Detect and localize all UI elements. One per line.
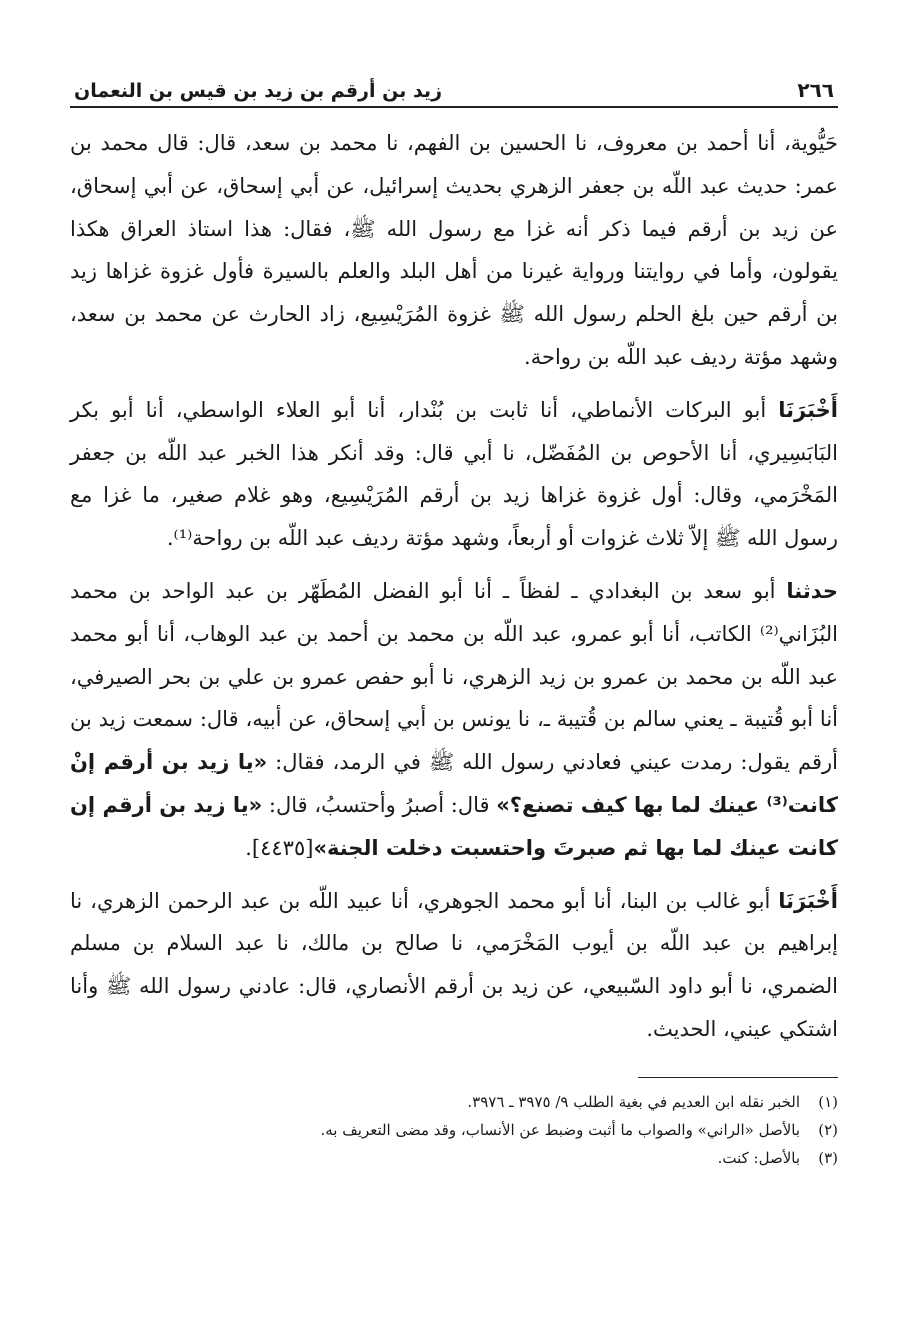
paragraph-2-lead: أَخْبَرَنَا (778, 397, 838, 422)
chapter-title: زيد بن أرقم بن زيد بن قيس بن النعمان (74, 80, 443, 102)
hadith-reference-number: [٤٤٣٥]. (245, 835, 314, 860)
footnote-divider (638, 1077, 838, 1078)
footnote-1-number: (١) (818, 1092, 838, 1111)
hadith-quote-2: «يا زيد بن أرقم إن كانت عينك لما بها ثم صبرتَ واحتسبت دخلت الجنة» (70, 792, 838, 860)
paragraph-2 (70, 389, 838, 560)
paragraph-1-text: حَيُّوية، أنا أحمد بن معروف، نا الحسين بن الفهم، نا محمد بن سعد، قال: قال محمد بن عمر: حديث عبد اللّه بن جعفر الزهري بحديث إسرائيل، عن أبي إسحاق، عن أبي إسحاق، عن زيد بن أرقم فيما ذكر أنه غزا مع رسول الله ﷺ، فقال: هذا استاذ العراق هكذا يقولون، وأما في روايتنا ورواية غيرنا من أهل البلد والعلم بالسيرة فأول غزوة غزاها زيد بن أرقم حين بلغ الحلم رسول الله ﷺ غزوة المُرَيْسِيع، زاد الحارث عن محمد بن سعد، وشهد مؤتة رديف عبد اللّه بن رواحة. (70, 131, 838, 369)
page-body (70, 122, 838, 1051)
footnotes (70, 1088, 838, 1172)
paragraph-4-lead: أَخْبَرَنَا (778, 888, 838, 913)
footnote-1 (70, 1088, 838, 1116)
running-head (70, 62, 838, 108)
paragraph-3 (70, 570, 838, 870)
footnote-3 (70, 1144, 838, 1172)
hadith-quote-1: «يا زيد بن أرقم إنْ كانت⁽³⁾ عينك لما بها كيف تصنع؟» (70, 750, 838, 817)
book-page (70, 62, 838, 1312)
footnote-2 (70, 1116, 838, 1144)
paragraph-4-text: أبو غالب بن البنا، أنا أبو محمد الجوهري، أنا عبيد اللّه بن عبد الرحمن الزهري، نا إبراهيم بن عبد اللّه بن أيوب المَخْرَمي، نا صالح بن مالك، نا عبد السلام بن مسلم الضمري، نا أبو داود السّبيعي، عن زيد بن أرقم الأنصاري، قال: عادني رسول الله ﷺ وأنا اشتكي عيني، الحديث. (70, 888, 838, 1041)
paragraph-3-text-b: قال: أصبرُ وأحتسبُ، قال: (262, 792, 497, 817)
paragraph-4 (70, 880, 838, 1051)
paragraph-3-text-a: أبو سعد بن البغدادي ـ لفظاً ـ أنا أبو الفضل المُطَهّر بن عبد الواحد بن محمد البُزَاني⁽²⁾ الكاتب، أنا أبو عمرو، عبد اللّه بن محمد بن أحمد بن عبد الوهاب، أنا أبو محمد عبد اللّه بن محمد بن عمرو بن زيد الزهري، نا أبو حفص عمرو بن علي بن بحر الصيرفي، أنا أبو قُتيبة ـ يعني سالم بن قُتيبة ـ، نا يونس بن أبي إسحاق، عن أبيه، قال: سمعت زيد بن أرقم يقول: رمدت عيني فعادني رسول الله ﷺ في الرمد، فقال: (70, 578, 838, 775)
footnote-3-number: (٣) (818, 1148, 838, 1167)
footnote-3-text: بالأصل: كنت. (717, 1148, 800, 1167)
page-number: ٢٦٦ (797, 78, 834, 102)
paragraph-1 (70, 122, 838, 379)
paragraph-3-lead: حدثنا (786, 578, 838, 603)
footnote-2-number: (٢) (818, 1120, 838, 1139)
footnote-2-text: بالأصل «الراني» والصواب ما أثبت وضبط عن الأنساب، وقد مضى التعريف به. (320, 1120, 800, 1139)
paragraph-2-text: أبو البركات الأنماطي، أنا ثابت بن بُنْدار، أنا أبو العلاء الواسطي، أنا أبو بكر البَابَسِيري، أنا الأحوص بن المُفَضّل، نا أبي قال: وقد أنكر هذا الخبر عبد اللّه بن جعفر المَخْرَمي، وقال: أول غزوة غزاها زيد بن أرقم المُرَيْسِيع، وهو غلام صغير، ما غزا مع رسول الله ﷺ إلاّ ثلاث غزوات أو أربعاً، وشهد مؤتة رديف عبد اللّه بن رواحة⁽¹⁾. (70, 397, 838, 551)
footnote-1-text: الخبر نقله ابن العديم في بغية الطلب ٩/ ٣٩٧٥ ـ ٣٩٧٦. (467, 1092, 800, 1111)
